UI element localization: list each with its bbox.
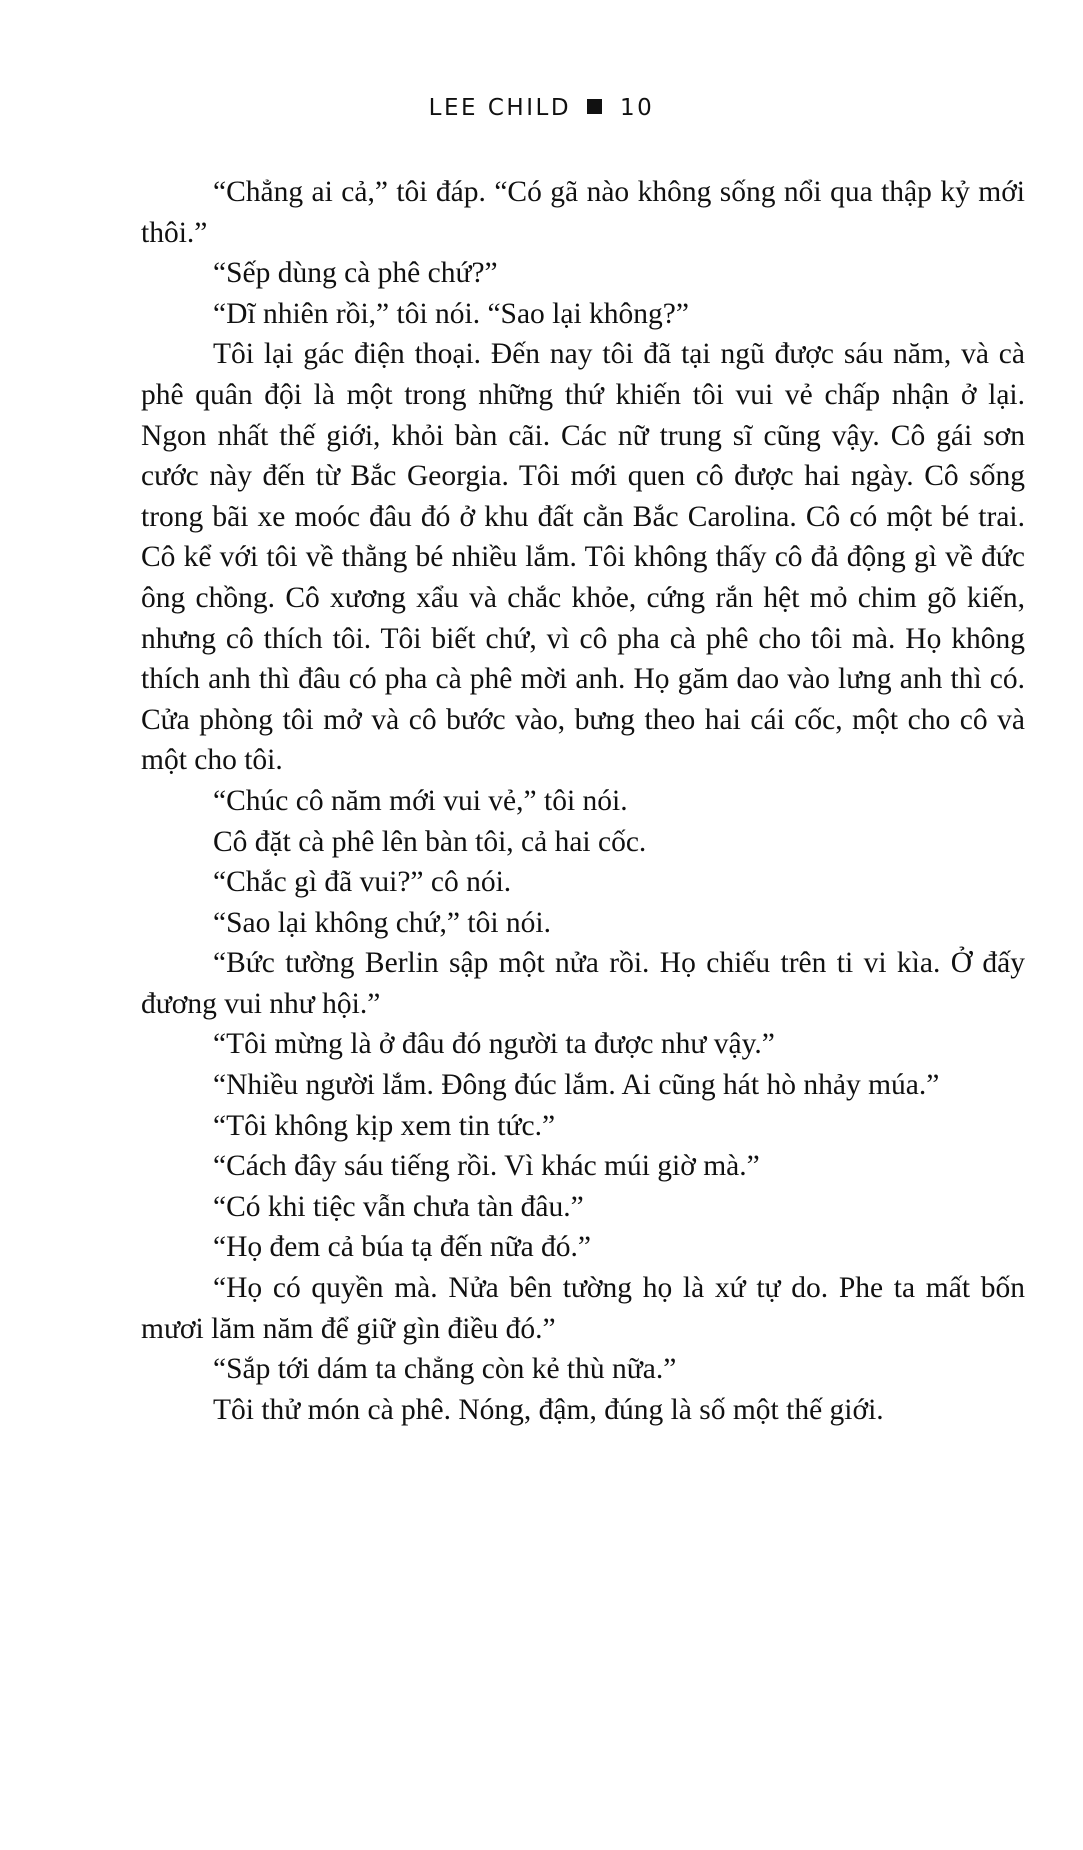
paragraph: “Tôi không kịp xem tin tức.” xyxy=(213,1109,556,1142)
paragraph: “Sắp tới dám ta chẳng còn kẻ thù nữa.” xyxy=(213,1353,677,1386)
paragraph: “Nhiều người lắm. Đông đúc lắm. Ai cũng hát hò nhảy múa.” xyxy=(213,1069,940,1102)
paragraph: “Chẳng ai cả,” tôi đáp. “Có gã nào không sống nổi qua thập kỷ mới thôi.” xyxy=(141,176,1025,249)
body-text xyxy=(141,172,1025,1430)
paragraph: “Dĩ nhiên rồi,” tôi nói. “Sao lại không?” xyxy=(213,297,689,330)
paragraph: “Họ có quyền mà. Nửa bên tường họ là xứ tự do. Phe ta mất bốn mươi lăm năm để giữ gìn điều đó.” xyxy=(141,1272,1025,1345)
paragraph: “Chúc cô năm mới vui vẻ,” tôi nói. xyxy=(213,784,628,817)
paragraph: Tôi lại gác điện thoại. Đến nay tôi đã tại ngũ được sáu năm, và cà phê quân đội là một trong những thứ khiến tôi vui vẻ chấp nhận ở lại. Ngon nhất thế giới, khỏi bàn cãi. Các nữ trung sĩ cũng vậy. Cô gái sơn cước này đến từ Bắc Georgia. Tôi mới quen cô được hai ngày. Cô sống trong bãi xe moóc đâu đó ở khu đất cằn Bắc Carolina. Cô có một bé trai. Cô kể với tôi về thằng bé nhiều lắm. Tôi không thấy cô đả động gì về đức ông chồng. Cô xương xẩu và chắc khỏe, cứng rắn hệt mỏ chim gõ kiến, nhưng cô thích tôi. Tôi biết chứ, vì cô pha cà phê cho tôi mà. Họ không thích anh thì đâu có pha cà phê mời anh. Họ găm dao vào lưng anh thì có. Cửa phòng tôi mở và cô bước vào, bưng theo hai cái cốc, một cho cô và một cho tôi. xyxy=(141,338,1025,777)
paragraph: “Chắc gì đã vui?” cô nói. xyxy=(213,866,512,899)
running-header xyxy=(0,93,1083,123)
paragraph: “Họ đem cả búa tạ đến nữa đó.” xyxy=(213,1231,592,1264)
black-square-icon xyxy=(587,99,602,114)
author-name: LEE CHILD xyxy=(428,95,572,121)
paragraph: “Có khi tiệc vẫn chưa tàn đâu.” xyxy=(213,1190,584,1223)
paragraph: “Sao lại không chứ,” tôi nói. xyxy=(213,906,551,939)
paragraph: Tôi thử món cà phê. Nóng, đậm, đúng là số một thế giới. xyxy=(213,1393,884,1426)
paragraph: “Tôi mừng là ở đâu đó người ta được như vậy.” xyxy=(213,1028,775,1061)
paragraph: “Sếp dùng cà phê chứ?” xyxy=(213,257,498,290)
page-number: 10 xyxy=(620,95,655,121)
paragraph: “Cách đây sáu tiếng rồi. Vì khác múi giờ mà.” xyxy=(213,1150,760,1183)
paragraph: “Bức tường Berlin sập một nửa rồi. Họ chiếu trên ti vi kìa. Ở đấy đương vui như hội.” xyxy=(141,947,1025,1020)
paragraph: Cô đặt cà phê lên bàn tôi, cả hai cốc. xyxy=(213,825,647,858)
